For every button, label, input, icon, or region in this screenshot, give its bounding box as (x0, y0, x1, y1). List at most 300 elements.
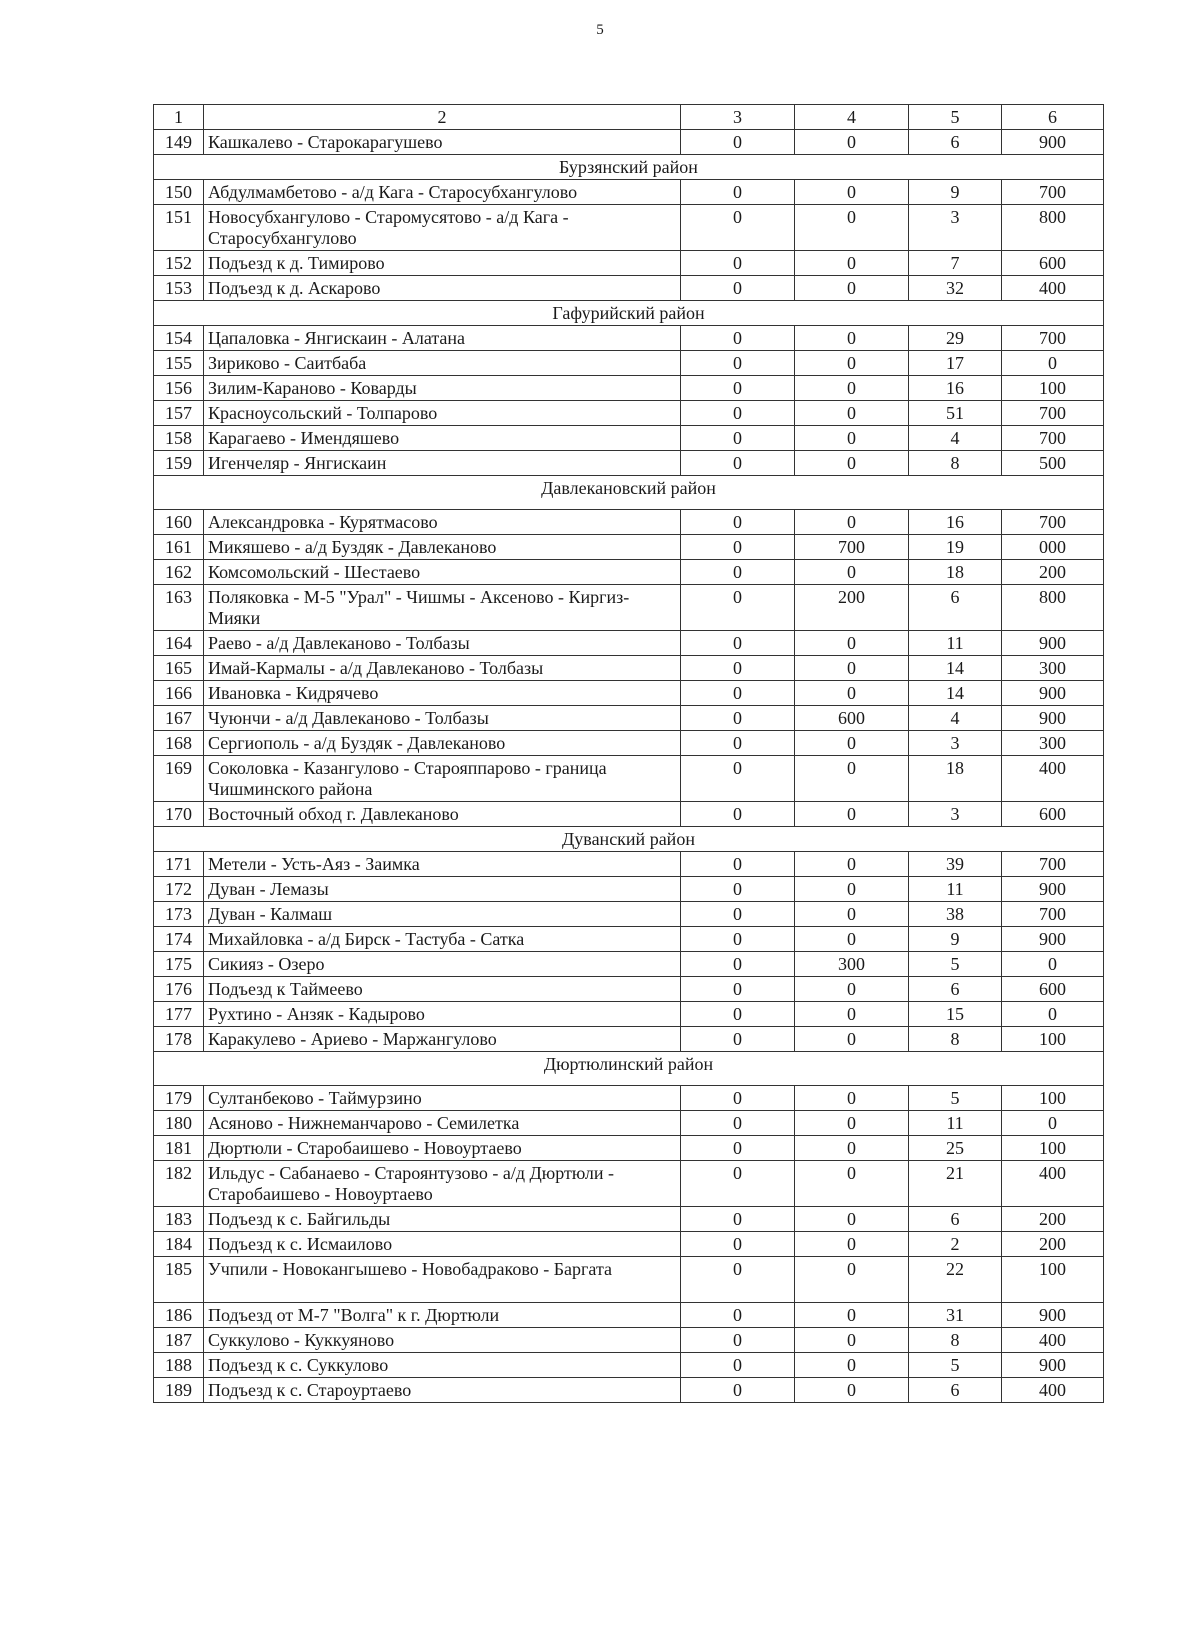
road-name: Зириково - Саитбаба (204, 351, 681, 376)
value-col-6: 100 (1002, 1027, 1104, 1052)
value-col-5: 5 (909, 1086, 1002, 1111)
road-name: Сикияз - Озеро (204, 952, 681, 977)
road-row (154, 952, 1104, 977)
value-col-5: 16 (909, 510, 1002, 535)
value-col-6: 000 (1002, 535, 1104, 560)
value-col-3: 0 (681, 631, 795, 656)
page-number: 5 (596, 22, 604, 38)
value-col-3: 0 (681, 1086, 795, 1111)
road-name: Дюртюли - Старобаишево - Новоуртаево (204, 1136, 681, 1161)
road-row (154, 326, 1104, 351)
road-name: Чуюнчи - а/д Давлеканово - Толбазы (204, 706, 681, 731)
road-row (154, 535, 1104, 560)
row-number: 159 (154, 451, 204, 476)
value-col-3: 0 (681, 326, 795, 351)
district-name: Дуванский район (154, 827, 1104, 852)
road-name: Подъезд к с. Байгильды (204, 1207, 681, 1232)
roads-table (153, 104, 1104, 1403)
value-col-3: 0 (681, 426, 795, 451)
row-number: 165 (154, 656, 204, 681)
value-col-4: 600 (795, 706, 909, 731)
road-name: Восточный обход г. Давлеканово (204, 802, 681, 827)
road-row (154, 426, 1104, 451)
value-col-4: 0 (795, 451, 909, 476)
row-number: 186 (154, 1303, 204, 1328)
value-col-4: 0 (795, 1328, 909, 1353)
road-name: Ильдус - Сабанаево - Староянтузово - а/д Дюртюли - Старобаишево - Новоуртаево (204, 1161, 681, 1207)
value-col-6: 700 (1002, 401, 1104, 426)
value-col-6: 900 (1002, 877, 1104, 902)
value-col-3: 0 (681, 952, 795, 977)
road-name: Подъезд к с. Староуртаево (204, 1378, 681, 1403)
value-col-6: 700 (1002, 180, 1104, 205)
value-col-5: 11 (909, 1111, 1002, 1136)
value-col-4: 0 (795, 1378, 909, 1403)
value-col-3: 0 (681, 756, 795, 802)
road-row (154, 130, 1104, 155)
road-name: Сергиополь - а/д Буздяк - Давлеканово (204, 731, 681, 756)
row-number: 170 (154, 802, 204, 827)
value-col-5: 38 (909, 902, 1002, 927)
value-col-4: 0 (795, 631, 909, 656)
value-col-3: 0 (681, 1328, 795, 1353)
value-col-4: 0 (795, 1111, 909, 1136)
road-row (154, 1161, 1104, 1207)
district-section-row (154, 301, 1104, 326)
road-row (154, 585, 1104, 631)
row-number: 174 (154, 927, 204, 952)
value-col-6: 0 (1002, 1002, 1104, 1027)
value-col-3: 0 (681, 510, 795, 535)
value-col-6: 400 (1002, 1161, 1104, 1207)
value-col-5: 17 (909, 351, 1002, 376)
road-row (154, 877, 1104, 902)
row-number: 176 (154, 977, 204, 1002)
road-row (154, 927, 1104, 952)
row-number: 157 (154, 401, 204, 426)
value-col-6: 900 (1002, 130, 1104, 155)
value-col-3: 0 (681, 1136, 795, 1161)
row-number: 185 (154, 1257, 204, 1303)
value-col-6: 0 (1002, 952, 1104, 977)
road-name: Соколовка - Казангулово - Старояппарово - граница Чишминского района (204, 756, 681, 802)
road-row (154, 631, 1104, 656)
value-col-3: 0 (681, 401, 795, 426)
value-col-6: 800 (1002, 205, 1104, 251)
value-col-3: 0 (681, 1303, 795, 1328)
value-col-6: 900 (1002, 1353, 1104, 1378)
road-name: Подъезд к с. Суккулово (204, 1353, 681, 1378)
value-col-4: 0 (795, 1353, 909, 1378)
value-col-6: 300 (1002, 731, 1104, 756)
value-col-6: 700 (1002, 510, 1104, 535)
road-row (154, 1328, 1104, 1353)
row-number: 154 (154, 326, 204, 351)
value-col-3: 0 (681, 1002, 795, 1027)
value-col-4: 0 (795, 326, 909, 351)
value-col-5: 8 (909, 1027, 1002, 1052)
value-col-5: 4 (909, 706, 1002, 731)
value-col-6: 100 (1002, 1136, 1104, 1161)
road-name: Имай-Кармалы - а/д Давлеканово - Толбазы (204, 656, 681, 681)
road-name: Карагаево - Имендяшево (204, 426, 681, 451)
road-name: Рухтино - Анзяк - Кадырово (204, 1002, 681, 1027)
road-name: Комсомольский - Шестаево (204, 560, 681, 585)
road-name: Каракулево - Ариево - Маржангулово (204, 1027, 681, 1052)
value-col-6: 900 (1002, 927, 1104, 952)
value-col-6: 700 (1002, 426, 1104, 451)
value-col-4: 0 (795, 426, 909, 451)
value-col-4: 0 (795, 276, 909, 301)
road-row (154, 706, 1104, 731)
column-header: 2 (204, 105, 681, 130)
district-section-row (154, 827, 1104, 852)
row-number: 175 (154, 952, 204, 977)
value-col-6: 200 (1002, 1232, 1104, 1257)
road-row (154, 180, 1104, 205)
row-number: 156 (154, 376, 204, 401)
road-row (154, 451, 1104, 476)
road-name: Подъезд к д. Аскарово (204, 276, 681, 301)
road-row (154, 1303, 1104, 1328)
value-col-3: 0 (681, 1111, 795, 1136)
value-col-6: 900 (1002, 681, 1104, 706)
column-header-row (154, 105, 1104, 130)
road-name: Игенчеляр - Янгискаин (204, 451, 681, 476)
value-col-4: 0 (795, 977, 909, 1002)
roads-table-body (154, 105, 1104, 1403)
value-col-3: 0 (681, 251, 795, 276)
value-col-3: 0 (681, 852, 795, 877)
value-col-6: 900 (1002, 706, 1104, 731)
road-name: Подъезд к с. Исмаилово (204, 1232, 681, 1257)
road-name: Александровка - Курятмасово (204, 510, 681, 535)
road-name: Подъезд к Таймеево (204, 977, 681, 1002)
value-col-5: 6 (909, 585, 1002, 631)
value-col-4: 0 (795, 376, 909, 401)
column-header: 5 (909, 105, 1002, 130)
value-col-5: 9 (909, 180, 1002, 205)
value-col-6: 0 (1002, 351, 1104, 376)
value-col-4: 0 (795, 1232, 909, 1257)
value-col-3: 0 (681, 451, 795, 476)
value-col-5: 7 (909, 251, 1002, 276)
road-name: Новосубхангулово - Старомусятово - а/д Кага - Старосубхангулово (204, 205, 681, 251)
value-col-5: 14 (909, 656, 1002, 681)
value-col-5: 21 (909, 1161, 1002, 1207)
value-col-3: 0 (681, 656, 795, 681)
district-section-row (154, 1052, 1104, 1086)
row-number: 188 (154, 1353, 204, 1378)
district-section-row (154, 155, 1104, 180)
value-col-5: 6 (909, 977, 1002, 1002)
road-row (154, 1353, 1104, 1378)
value-col-5: 11 (909, 631, 1002, 656)
value-col-5: 6 (909, 1207, 1002, 1232)
row-number: 181 (154, 1136, 204, 1161)
value-col-3: 0 (681, 1378, 795, 1403)
value-col-5: 25 (909, 1136, 1002, 1161)
value-col-4: 0 (795, 510, 909, 535)
column-header: 4 (795, 105, 909, 130)
row-number: 183 (154, 1207, 204, 1232)
row-number: 158 (154, 426, 204, 451)
value-col-3: 0 (681, 731, 795, 756)
value-col-6: 0 (1002, 1111, 1104, 1136)
value-col-3: 0 (681, 927, 795, 952)
value-col-5: 3 (909, 731, 1002, 756)
road-name: Дуван - Калмаш (204, 902, 681, 927)
district-name: Бурзянский район (154, 155, 1104, 180)
value-col-3: 0 (681, 1257, 795, 1303)
road-row (154, 1111, 1104, 1136)
value-col-4: 0 (795, 401, 909, 426)
road-name: Султанбеково - Таймурзино (204, 1086, 681, 1111)
value-col-5: 6 (909, 1378, 1002, 1403)
value-col-3: 0 (681, 1353, 795, 1378)
row-number: 162 (154, 560, 204, 585)
value-col-4: 700 (795, 535, 909, 560)
value-col-5: 6 (909, 130, 1002, 155)
value-col-4: 0 (795, 1136, 909, 1161)
row-number: 180 (154, 1111, 204, 1136)
row-number: 150 (154, 180, 204, 205)
row-number: 151 (154, 205, 204, 251)
value-col-4: 0 (795, 927, 909, 952)
value-col-5: 19 (909, 535, 1002, 560)
value-col-6: 400 (1002, 276, 1104, 301)
row-number: 187 (154, 1328, 204, 1353)
value-col-6: 300 (1002, 656, 1104, 681)
value-col-4: 0 (795, 681, 909, 706)
district-name: Дюртюлинский район (154, 1052, 1104, 1086)
row-number: 152 (154, 251, 204, 276)
road-row (154, 376, 1104, 401)
value-col-3: 0 (681, 351, 795, 376)
value-col-5: 3 (909, 205, 1002, 251)
value-col-5: 9 (909, 927, 1002, 952)
row-number: 163 (154, 585, 204, 631)
value-col-6: 800 (1002, 585, 1104, 631)
value-col-6: 700 (1002, 902, 1104, 927)
road-row (154, 251, 1104, 276)
district-name: Давлекановский район (154, 476, 1104, 510)
value-col-6: 400 (1002, 1378, 1104, 1403)
road-name: Кашкалево - Старокарагушево (204, 130, 681, 155)
value-col-5: 5 (909, 952, 1002, 977)
road-row (154, 351, 1104, 376)
row-number: 184 (154, 1232, 204, 1257)
value-col-5: 51 (909, 401, 1002, 426)
value-col-6: 700 (1002, 326, 1104, 351)
value-col-5: 15 (909, 1002, 1002, 1027)
value-col-4: 0 (795, 180, 909, 205)
row-number: 161 (154, 535, 204, 560)
road-name: Асяново - Нижнеманчарово - Семилетка (204, 1111, 681, 1136)
value-col-3: 0 (681, 1161, 795, 1207)
value-col-4: 0 (795, 560, 909, 585)
value-col-4: 0 (795, 1027, 909, 1052)
road-row (154, 1257, 1104, 1303)
value-col-6: 700 (1002, 852, 1104, 877)
value-col-3: 0 (681, 1207, 795, 1232)
road-row (154, 802, 1104, 827)
road-name: Метели - Усть-Аяз - Заимка (204, 852, 681, 877)
road-row (154, 731, 1104, 756)
value-col-4: 0 (795, 756, 909, 802)
value-col-6: 200 (1002, 1207, 1104, 1232)
value-col-4: 0 (795, 802, 909, 827)
value-col-4: 0 (795, 852, 909, 877)
road-row (154, 276, 1104, 301)
road-name: Микяшево - а/д Буздяк - Давлеканово (204, 535, 681, 560)
row-number: 171 (154, 852, 204, 877)
value-col-4: 300 (795, 952, 909, 977)
road-name: Поляковка - М-5 "Урал" - Чишмы - Аксеново - Киргиз-Мияки (204, 585, 681, 631)
road-row (154, 1378, 1104, 1403)
value-col-6: 100 (1002, 1086, 1104, 1111)
road-name: Абдулмамбетово - а/д Кага - Старосубхангулово (204, 180, 681, 205)
road-row (154, 1232, 1104, 1257)
value-col-5: 11 (909, 877, 1002, 902)
value-col-6: 600 (1002, 802, 1104, 827)
road-row (154, 1207, 1104, 1232)
value-col-3: 0 (681, 706, 795, 731)
value-col-5: 32 (909, 276, 1002, 301)
road-row (154, 1136, 1104, 1161)
value-col-4: 0 (795, 205, 909, 251)
value-col-3: 0 (681, 902, 795, 927)
road-name: Красноусольский - Толпарово (204, 401, 681, 426)
value-col-5: 18 (909, 560, 1002, 585)
value-col-6: 400 (1002, 1328, 1104, 1353)
value-col-3: 0 (681, 802, 795, 827)
road-name: Зилим-Караново - Коварды (204, 376, 681, 401)
value-col-4: 0 (795, 1207, 909, 1232)
row-number: 172 (154, 877, 204, 902)
row-number: 168 (154, 731, 204, 756)
road-row (154, 1002, 1104, 1027)
value-col-4: 0 (795, 731, 909, 756)
value-col-4: 0 (795, 251, 909, 276)
row-number: 160 (154, 510, 204, 535)
value-col-5: 8 (909, 451, 1002, 476)
value-col-4: 0 (795, 656, 909, 681)
road-name: Подъезд к д. Тимирово (204, 251, 681, 276)
value-col-4: 0 (795, 902, 909, 927)
district-name: Гафурийский район (154, 301, 1104, 326)
value-col-4: 0 (795, 1303, 909, 1328)
road-name: Подъезд от М-7 "Волга" к г. Дюртюли (204, 1303, 681, 1328)
value-col-3: 0 (681, 1027, 795, 1052)
value-col-5: 4 (909, 426, 1002, 451)
row-number: 167 (154, 706, 204, 731)
road-name: Суккулово - Куккуяново (204, 1328, 681, 1353)
road-row (154, 756, 1104, 802)
row-number: 153 (154, 276, 204, 301)
value-col-6: 200 (1002, 560, 1104, 585)
value-col-5: 31 (909, 1303, 1002, 1328)
value-col-6: 600 (1002, 251, 1104, 276)
value-col-3: 0 (681, 276, 795, 301)
row-number: 169 (154, 756, 204, 802)
value-col-3: 0 (681, 977, 795, 1002)
row-number: 164 (154, 631, 204, 656)
value-col-6: 900 (1002, 631, 1104, 656)
district-section-row (154, 476, 1104, 510)
row-number: 177 (154, 1002, 204, 1027)
value-col-5: 39 (909, 852, 1002, 877)
row-number: 178 (154, 1027, 204, 1052)
value-col-6: 900 (1002, 1303, 1104, 1328)
value-col-5: 22 (909, 1257, 1002, 1303)
road-row (154, 1086, 1104, 1111)
row-number: 149 (154, 130, 204, 155)
value-col-4: 0 (795, 1086, 909, 1111)
road-row (154, 656, 1104, 681)
value-col-3: 0 (681, 585, 795, 631)
value-col-6: 100 (1002, 1257, 1104, 1303)
road-row (154, 1027, 1104, 1052)
value-col-4: 0 (795, 877, 909, 902)
value-col-5: 14 (909, 681, 1002, 706)
value-col-4: 0 (795, 351, 909, 376)
value-col-5: 29 (909, 326, 1002, 351)
row-number: 155 (154, 351, 204, 376)
column-header: 3 (681, 105, 795, 130)
value-col-3: 0 (681, 681, 795, 706)
value-col-5: 5 (909, 1353, 1002, 1378)
value-col-4: 0 (795, 1257, 909, 1303)
value-col-3: 0 (681, 877, 795, 902)
road-row (154, 510, 1104, 535)
road-row (154, 902, 1104, 927)
value-col-3: 0 (681, 535, 795, 560)
road-name: Михайловка - а/д Бирск - Тастуба - Сатка (204, 927, 681, 952)
road-name: Дуван - Лемазы (204, 877, 681, 902)
value-col-5: 2 (909, 1232, 1002, 1257)
value-col-6: 500 (1002, 451, 1104, 476)
value-col-4: 200 (795, 585, 909, 631)
row-number: 182 (154, 1161, 204, 1207)
value-col-3: 0 (681, 180, 795, 205)
value-col-3: 0 (681, 376, 795, 401)
road-row (154, 560, 1104, 585)
row-number: 179 (154, 1086, 204, 1111)
column-header: 6 (1002, 105, 1104, 130)
road-name: Раево - а/д Давлеканово - Толбазы (204, 631, 681, 656)
road-row (154, 205, 1104, 251)
road-name: Учпили - Новокангышево - Новобадраково - Баргата (204, 1257, 681, 1303)
value-col-4: 0 (795, 1002, 909, 1027)
value-col-6: 600 (1002, 977, 1104, 1002)
value-col-5: 16 (909, 376, 1002, 401)
value-col-3: 0 (681, 130, 795, 155)
value-col-6: 100 (1002, 376, 1104, 401)
value-col-5: 3 (909, 802, 1002, 827)
value-col-3: 0 (681, 560, 795, 585)
value-col-5: 8 (909, 1328, 1002, 1353)
row-number: 189 (154, 1378, 204, 1403)
row-number: 173 (154, 902, 204, 927)
value-col-6: 400 (1002, 756, 1104, 802)
value-col-3: 0 (681, 205, 795, 251)
value-col-5: 18 (909, 756, 1002, 802)
road-name: Ивановка - Кидрячево (204, 681, 681, 706)
row-number: 166 (154, 681, 204, 706)
column-header: 1 (154, 105, 204, 130)
road-row (154, 681, 1104, 706)
